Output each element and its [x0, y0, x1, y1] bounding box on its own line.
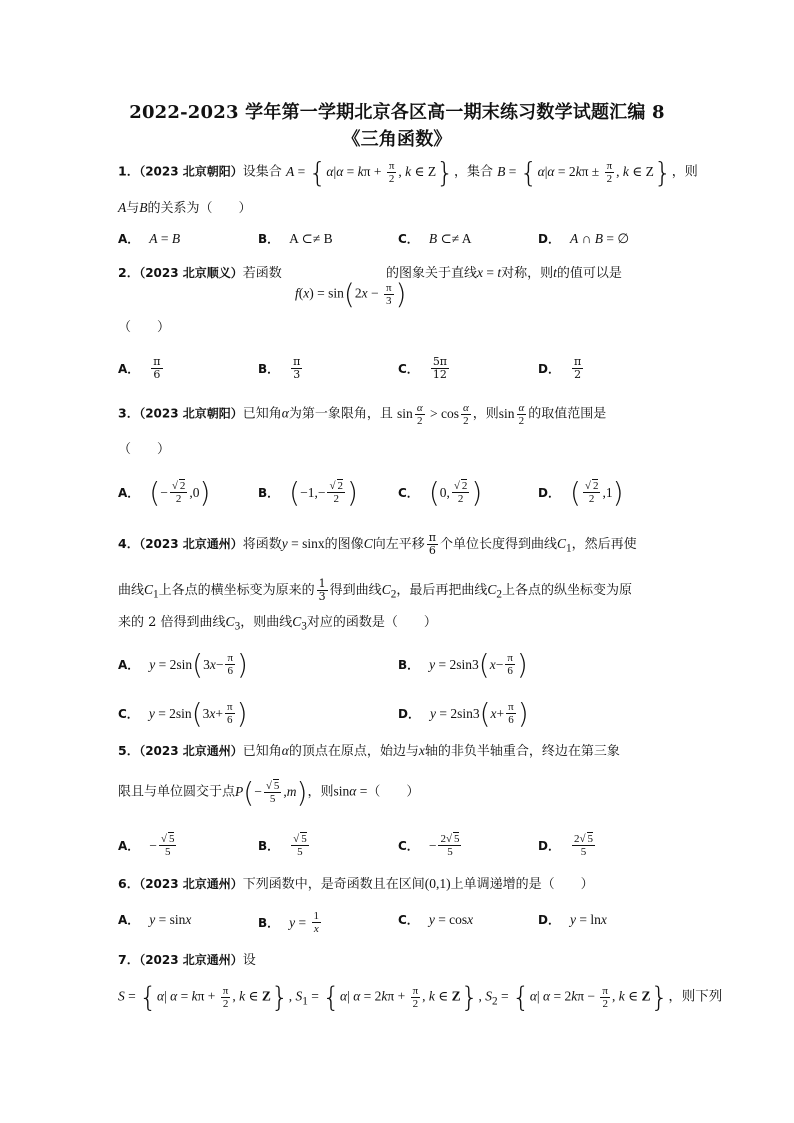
q5-option-d: D． $\frac{2√ 5}{5}$ — [538, 833, 594, 858]
question-5-line2: 限且与单位圆交于点P(− $\frac{√ 5}{5}$ ,m)，则sinα =（ ） — [118, 775, 420, 809]
q1-option-d: D． A ∩ B = ∅ — [538, 231, 630, 246]
question-7: 7．（2023 北京通州）设 — [118, 952, 256, 968]
question-4-line2: 曲线$C_1$上各点的横坐标变为原来的 $\frac{1}{3}$ 得到曲线$C_2$，最后再把曲线$C_2$上各点的纵坐标变为原 — [118, 577, 632, 603]
formula-set-a: A = {α|α = kπ + $\frac{\pi}{2}$ , k ∈ Z} — [285, 155, 454, 189]
q3-option-c: C． ( 0, $\frac{√ 2}{2}$ ) — [398, 475, 483, 509]
q1-option-a: A． A = B — [118, 231, 181, 246]
question-1: 1．（2023 北京朝阳）设集合 A = {α|α = kπ + $\frac{\pi}{2}$ , k ∈ Z}，集合 B = {α|α = 2kπ ± $\frac{\pi}{2}$ , k ∈ Z}，则 — [118, 155, 698, 189]
q5-option-c: C． − $\frac{2√ 5}{5}$ — [398, 833, 460, 858]
q4-option-b: B． y = 2sin3 ( x − $\frac{\pi}{6}$ ) — [398, 647, 528, 681]
formula-f-x: f(x) = sin(2x − $\frac{\pi}{3}$ ) — [295, 277, 407, 311]
question-4-line3: 来的 2 倍得到曲线$C_3$，则曲线$C_3$对应的函数是（ ） — [118, 614, 437, 633]
q6-option-c: C． y = cos x — [398, 912, 474, 927]
q6-option-a: A． y = sin x — [118, 912, 192, 927]
q6-option-b: B． y = $\frac{1}{x}$ — [258, 910, 320, 935]
question-3-paren: （ ） — [118, 442, 171, 457]
q6-option-d: D． y = ln x — [538, 912, 607, 927]
question-3: 3．（2023 北京朝阳）已知角α为第一象限角，且 sin $\frac{\alpha}{2}$ > cos $\frac{\alpha}{2}$ ，则sin $\frac{\alpha}{2}$ 的取值范围是 — [118, 402, 607, 427]
question-7-sets: S = {α| α = kπ + $\frac{\pi}{2}$ , k ∈ Z}, $S_1 = \{\alpha|$ α = 2kπ + $\frac{\pi}{2}$ , k ∈ Z}, $S_2 = \{\alpha|$ α = 2kπ − $\frac{\pi}{2}$ , k ∈ Z}，则下列 — [118, 980, 723, 1014]
question-2-paren: （ ） — [118, 320, 171, 335]
q4-option-a: A． y = 2sin ( 3 x − $\frac{\pi}{6}$ ) — [118, 647, 248, 681]
q2-option-a: A． $\frac{\pi}{6}$ — [118, 355, 161, 381]
q5-option-b: B． $\frac{√ 5}{5}$ — [258, 833, 307, 858]
q5-option-a: A． − $\frac{√ 5}{5}$ — [118, 833, 175, 858]
formula-set-b: B = {α|α = 2kπ ± $\frac{\pi}{2}$ , k ∈ Z} — [497, 155, 672, 189]
question-1-line2: A与B的关系为（ ） — [118, 200, 252, 216]
document-title: 2022-2023 学年第一学期北京各区高一期末练习数学试题汇编 8 — [129, 102, 665, 123]
q2-option-b: B． $\frac{\pi}{3}$ — [258, 355, 301, 381]
q3-option-d: D． ( $\frac{√ 2}{2}$ ,1 ) — [538, 475, 624, 509]
q2-option-d: D． $\frac{\pi}{2}$ — [538, 355, 582, 381]
q3-option-a: A． ( − $\frac{√ 2}{2}$ ,0 ) — [118, 475, 211, 509]
q4-option-d: D． y = 2sin3 ( x + $\frac{\pi}{6}$ ) — [398, 696, 529, 730]
question-2: 2．（2023 北京顺义）若函数 的图象关于直线x = t对称，则t的值可以是 — [118, 265, 622, 281]
question-4: 4．（2023 北京通州）将函数y = sinx的图像C向左平移 $\frac{\pi}{6}$ 个单位长度得到曲线$C_1$，然后再使 — [118, 531, 637, 557]
q4-option-c: C． y = 2sin ( 3 x + $\frac{\pi}{6}$ ) — [118, 696, 248, 730]
q1-option-b: B． A ⊂≠ B — [258, 231, 333, 246]
q2-option-c: C． $\frac{5\pi}{12}$ — [398, 355, 448, 381]
question-5: 5．（2023 北京通州）已知角α的顶点在原点，始边与x轴的非负半轴重合，终边在第三象 — [118, 743, 620, 759]
q1-option-c: C． B ⊂≠ A — [398, 231, 472, 246]
document-subtitle: 《三角函数》 — [342, 129, 452, 150]
question-6: 6．（2023 北京通州）下列函数中，是奇函数且在区间(0,1)上单调递增的是（ ） — [118, 876, 594, 892]
q3-option-b: B． ( −1,− $\frac{√ 2}{2}$ ) — [258, 475, 358, 509]
